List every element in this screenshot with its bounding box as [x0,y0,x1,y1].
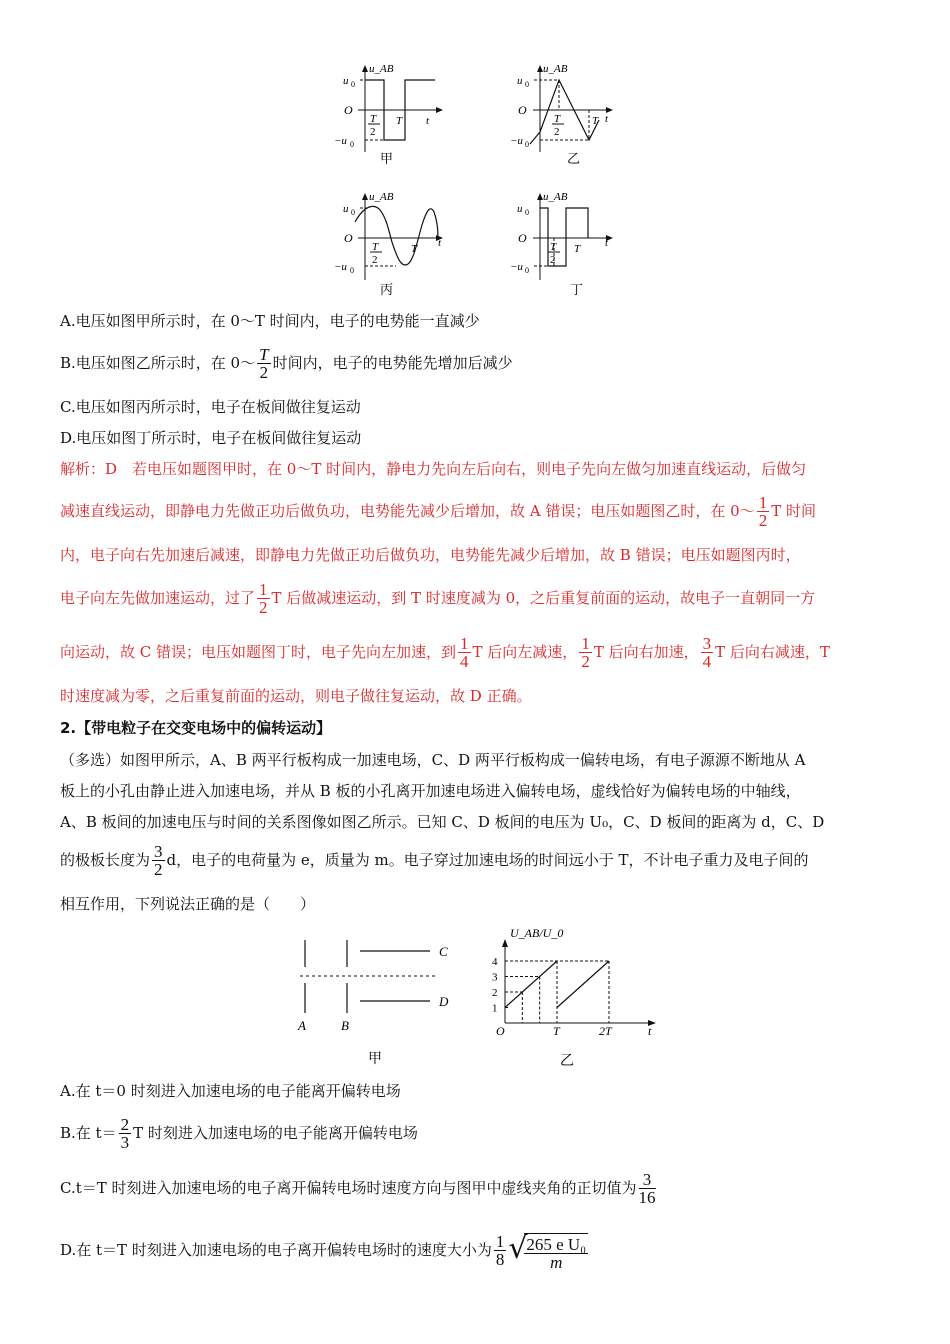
plate-d-label: D [439,994,449,1009]
plate-a-label: A [298,1018,306,1033]
svg-text:0: 0 [525,208,529,217]
q1-option-d: D.电压如图丁所示时，电子在板间做往复运动 [60,429,362,447]
q2-option-c: C.t＝T 时刻进入加速电场的电子离开偏转电场时速度方向与图甲中虚线夹角的正切值为 $\frac{3}{16}$ [60,1170,656,1207]
figure-bing [330,190,470,300]
svg-text:u: u [517,75,523,87]
q2-option-d: D.在 t＝T 时刻进入加速电场的电子离开偏转电场时的速度大小为 $\frac{1}{8}$ √ $\frac{\text{265 e U₀}}{m}$ [60,1228,590,1273]
svg-text:O: O [518,103,527,117]
q2-stem-2: 板上的小孔由静止进入加速电场，并从 B 板的小孔离开加速电场进入偏转电场，虚线恰好为偏转电场的中轴线， [60,782,801,800]
svg-text:0: 0 [525,266,529,275]
analysis-line-4: 电子向左先做加速运动，过了 $\frac{1}{2}$ T 后做减速运动，到 T 时速度减为 0，之后重复前面的运动，故电子一直朝同一方 [60,580,816,617]
q2-stem-5: 相互作用，下列说法正确的是（ ） [60,895,316,913]
series-segment [557,961,609,1008]
svg-text:t: t [605,113,609,125]
q2-stem-1: （多选）如图甲所示，A、B 两平行板构成一加速电场，C、D 两平行板构成一偏转电场，有电子源源不断地从 A [60,751,806,769]
svg-text:T: T [574,243,581,255]
q2-stem-4: 的极板长度为 $\frac{3}{2}$ d，电子的电荷量为 e，质量为 m。电子穿过加速电场的时间远小于 T，不计电子重力及电子间的 [60,842,809,879]
svg-text:T: T [396,115,403,127]
analysis-line-2: 减速直线运动，即静电力先做正功后做负功，电势能先减少后增加，故 A 错误；电压如题图乙时，在 0～ $\frac{1}{2}$ T 时间 [60,493,816,530]
svg-text:u_AB: u_AB [543,63,568,75]
svg-text:u_AB: u_AB [543,191,568,203]
analysis-line-6: 时速度减为零，之后重复前面的运动，则电子做往复运动，故 D 正确。 [60,687,532,705]
q1-option-c: C.电压如图丙所示时，电子在板间做往复运动 [60,398,361,416]
svg-text:u: u [343,203,349,215]
ylabel: u_AB [369,63,394,75]
x-tick-label: T [553,1024,560,1038]
q2-stem-3: A、B 板间的加速电压与时间的关系图像如图乙所示。已知 C、D 板间的电压为 U₀，C、D 板间的距离为 d，C、D [60,813,825,831]
svg-text:O: O [344,231,353,245]
q2-title: 2.【带电粒子在交变电场中的偏转运动】 [60,719,332,737]
svg-text:T: T [550,241,557,253]
svg-text:0: 0 [525,140,529,149]
y-tick-label: 3 [492,971,498,984]
chart-xlabel: t [648,1024,652,1038]
q1-option-a: A.电压如图甲所示时，在 0～T 时间内，电子的电势能一直减少 [60,312,480,330]
analysis-line-3: 内，电子向右先加速后减速，即静电力先做正功后做负功，电势能先减少后增加，故 B 错误；电压如题图丙时， [60,546,801,564]
svg-text:T: T [370,113,377,125]
svg-text:2: 2 [372,254,378,266]
origin-label: O [344,103,353,117]
figure-caption: 乙 [560,1054,574,1069]
y-tick-label: 1 [492,1002,498,1015]
chart-acceleration-voltage [490,925,670,1070]
svg-text:T: T [372,241,379,253]
svg-text:0: 0 [350,266,354,275]
svg-text:0: 0 [350,140,354,149]
q2-option-a: A.在 t＝0 时刻进入加速电场的电子能离开偏转电场 [60,1082,401,1100]
svg-text:0: 0 [351,80,355,89]
series-segment [505,961,557,1008]
chart-origin: O [496,1024,505,1038]
u0-label: u [343,75,349,87]
svg-text:t: t [426,115,430,127]
svg-text:u_AB: u_AB [369,191,394,203]
svg-text:T: T [592,115,599,127]
figure-caption: 甲 [368,1052,382,1067]
svg-text:u: u [517,203,523,215]
svg-text:O: O [518,231,527,245]
figure-jia [330,62,470,172]
x-tick-label: 2T [599,1024,612,1038]
analysis-line-1: 解析：D 若电压如题图甲时，在 0～T 时间内，静电力先向左后向右，则电子先向左做匀加速直线运动，后做匀 [60,460,807,478]
svg-text:t: t [605,237,609,249]
svg-text:T: T [554,113,561,125]
figure-ding [510,190,650,300]
q2-option-b: B.在 t＝ $\frac{2}{3}$ T 时刻进入加速电场的电子能离开偏转电场 [60,1115,418,1152]
figure-caption: 甲 [380,151,394,166]
q1-option-b: B.电压如图乙所示时，在 0～ $\frac{T}{2}$ 时间内，电子的电势能先增加后减少 [60,345,513,382]
figure-yi [510,62,650,172]
svg-text:乙: 乙 [567,151,581,166]
plate-c-label: C [439,944,448,959]
y-tick-label: 2 [492,987,498,999]
svg-text:−u: −u [510,261,523,273]
svg-text:丁: 丁 [570,282,584,297]
figure-plates-jia [290,935,460,1070]
svg-text:2: 2 [550,254,556,266]
chart-ylabel: U_AB/U_0 [510,926,564,940]
svg-text:−u: −u [510,135,523,147]
svg-text:0: 0 [351,208,355,217]
y-tick-label: 4 [492,956,498,968]
svg-text:−u: −u [334,261,347,273]
svg-text:2: 2 [370,126,376,138]
neg-u0-label: −u [334,135,347,147]
svg-text:2: 2 [554,126,560,138]
svg-text:丙: 丙 [380,282,394,297]
svg-text:T: T [411,243,418,255]
svg-text:t: t [438,237,442,249]
svg-text:0: 0 [525,80,529,89]
analysis-line-5: 向运动，故 C 错误；电压如题图丁时，电子先向左加速，到 $\frac{1}{4}$ T 后向左减速， $\frac{1}{2}$ T 后向右加速， $\frac{3}{4}$ T 后向右减速，T [60,634,830,671]
plate-b-label: B [341,1018,349,1033]
radical: √ $\frac{\text{265 e U₀}}{m}$ [508,1231,587,1272]
